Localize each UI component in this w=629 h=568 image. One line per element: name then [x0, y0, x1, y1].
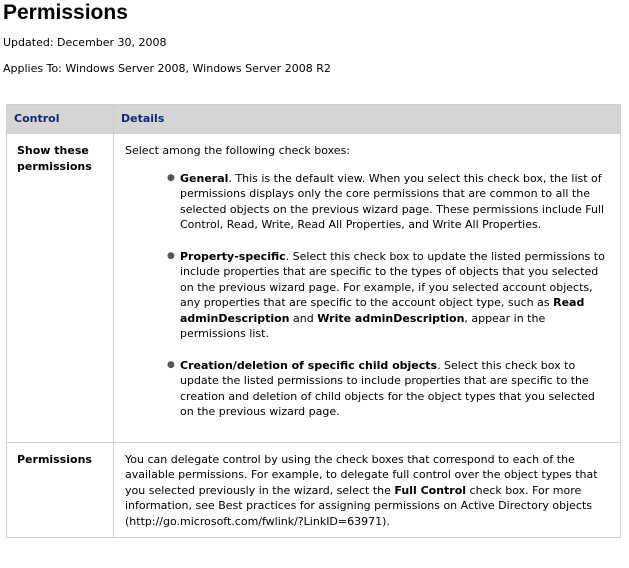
perm-text-c: ).: [382, 514, 390, 528]
row-label-show-permissions: Show these permissions: [7, 134, 114, 443]
checkbox-list: [125, 171, 610, 420]
header-control: Control: [7, 105, 114, 134]
applies-to: Applies To: Windows Server 2008, Windows Server 2008 R2: [3, 62, 331, 75]
desc-property-specific-a: . Select this check box to update the listed permissions to include properties that are specific to the types of objects that you selected on the previous wizard page. For example, if you selected account objects, any properties that are specific to the account object type, such as: [180, 249, 605, 309]
list-item-creation-deletion: [167, 358, 610, 420]
bullet-icon: ●: [167, 172, 175, 183]
bullet-icon: ●: [167, 250, 175, 261]
desc-creation-deletion: . Select this check box to update the listed permissions to include properties that are specific to the creation and deletion of child objects for the object types that you selected on the previous wizard page.: [180, 358, 595, 418]
perm-text-b: check box. For more information, see Best practices for assigning permissions on Active Directory objects (: [125, 483, 592, 528]
perm-text-a: You can delegate control by using the check boxes that correspond to each of the available permissions. For example, to delegate full control over the object types that you selected previously in the wizard, select the: [125, 452, 598, 497]
bold-full-control: Full Control: [394, 483, 467, 497]
bold-read-admindescription: Read adminDescription: [180, 296, 585, 325]
header-details: Details: [114, 105, 621, 134]
list-item-property-specific: [167, 249, 610, 342]
list-item-general: [167, 171, 610, 233]
bold-write-admindescription: Write adminDescription: [317, 311, 465, 325]
table-row: [7, 134, 621, 443]
term-general: General: [180, 171, 229, 185]
row-label-permissions: Permissions: [7, 442, 114, 538]
page-title: Permissions: [3, 1, 128, 24]
term-property-specific: Property-specific: [180, 249, 286, 263]
desc-property-specific-b: and: [289, 311, 318, 325]
table-header-row: [7, 105, 621, 134]
desc-property-specific-c: , appear in the permissions list.: [180, 311, 546, 340]
row-details-permissions: [114, 442, 621, 538]
table-row: [7, 442, 621, 538]
updated-date: Updated: December 30, 2008: [3, 36, 167, 49]
details-intro: Select among the following check boxes:: [125, 144, 351, 157]
fwlink-link[interactable]: http://go.microsoft.com/fwlink/?LinkID=63971: [129, 514, 383, 528]
term-creation-deletion: Creation/deletion of specific child objects: [180, 358, 438, 372]
bullet-icon: ●: [167, 359, 175, 370]
row-details-show-permissions: [114, 134, 621, 443]
permissions-table: [6, 104, 621, 538]
desc-general: . This is the default view. When you select this check box, the list of permissions displays only the core permissions that are common to all the selected objects on the previous wizard page. These permissions include Full Control, Read, Write, Read All Properties, and Write All Properties.: [180, 171, 605, 231]
